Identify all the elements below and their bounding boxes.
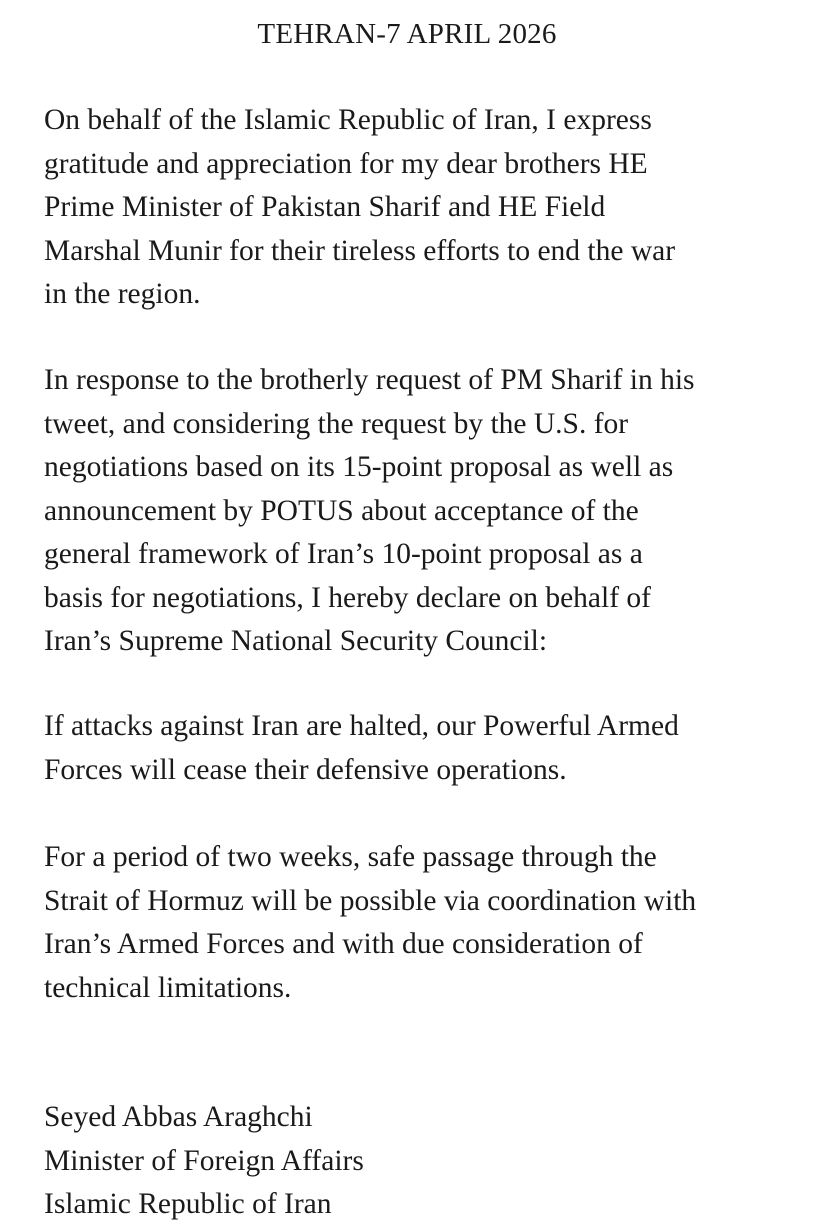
text-line: negotiations based on its 15-point proposal as well as <box>44 451 674 483</box>
text-line: If attacks against Iran are halted, our Powerful Armed <box>44 710 679 742</box>
text-line: gratitude and appreciation for my dear brothers HE <box>44 147 648 180</box>
text-line: Iran’s Supreme National Security Council: <box>44 625 548 657</box>
text-line: basis for negotiations, I hereby declare on behalf of <box>44 581 651 614</box>
text-line: On behalf of the Islamic Republic of Iran, I express <box>44 104 652 136</box>
text-line: Forces will cease their defensive operations. <box>44 753 567 786</box>
text-line: technical limitations. <box>44 971 292 1004</box>
signatory-organization: Islamic Republic of Iran <box>44 1188 332 1220</box>
text-line: Prime Minister of Pakistan Sharif and HE Field <box>44 191 606 223</box>
text-line: Marshal Munir for their tireless efforts to end the war <box>44 234 676 267</box>
text-line: announcement by POTUS about acceptance of the <box>44 494 639 527</box>
signatory-name: Seyed Abbas Araghchi <box>44 1101 313 1133</box>
dateline: TEHRAN-7 APRIL 2026 <box>257 18 557 50</box>
text-line: For a period of two weeks, safe passage through the <box>44 841 657 873</box>
text-line: In response to the brotherly request of PM Sharif in his <box>44 364 695 396</box>
text-line: Strait of Hormuz will be possible via coordination with <box>44 884 697 917</box>
text-line: general framework of Iran’s 10-point proposal as a <box>44 538 643 570</box>
text-line: tweet, and considering the request by the U.S. for <box>44 407 629 440</box>
text-line: in the region. <box>44 278 201 310</box>
text-line: Iran’s Armed Forces and with due consideration of <box>44 928 643 960</box>
paragraph-declaration <box>44 359 804 664</box>
paragraph-ceasefire <box>44 705 804 792</box>
signatory-title: Minister of Foreign Affairs <box>44 1144 364 1177</box>
paragraph-safe-passage <box>44 836 804 1010</box>
paragraph-gratitude <box>44 99 804 317</box>
signature-block <box>44 1096 804 1227</box>
